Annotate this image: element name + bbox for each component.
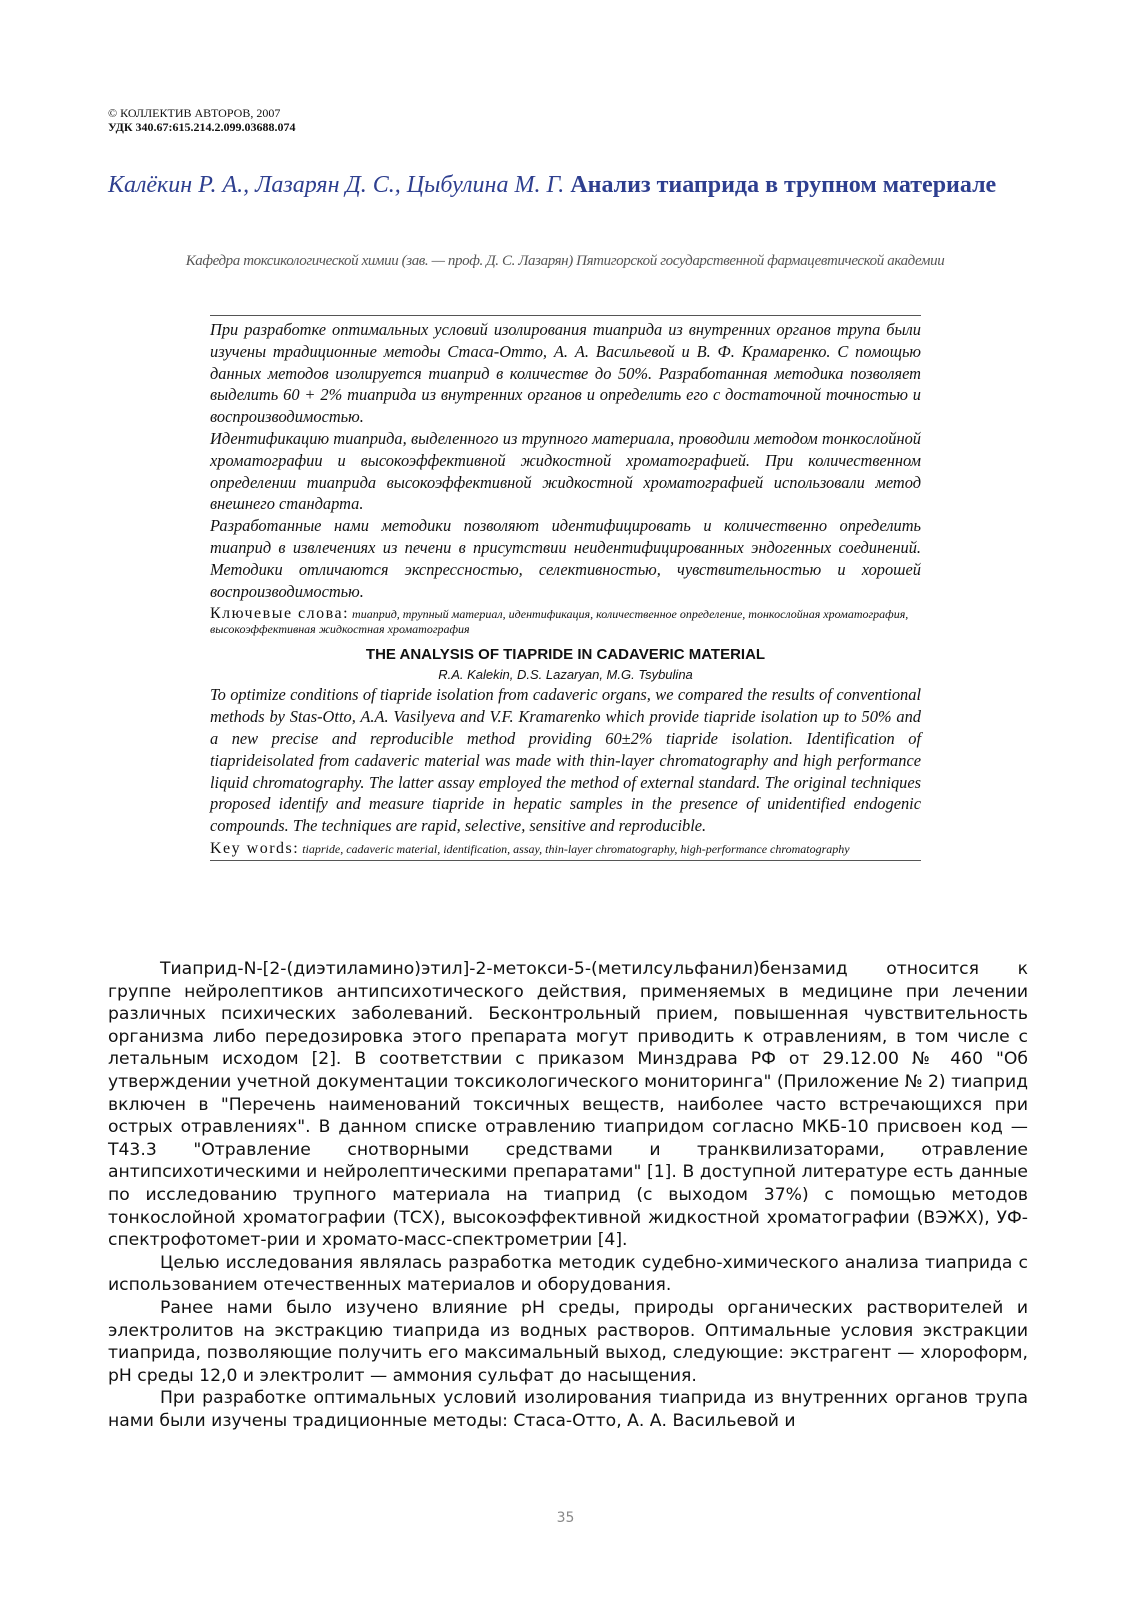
keywords-ru [210,606,921,637]
abstract-box [210,315,921,861]
copyright-block [108,106,296,134]
abstract-en-title: THE ANALYSIS OF TIAPRIDE IN CADAVERIC MATERIAL [365,646,766,664]
udk-code: УДК 340.67:615.214.2.099.03688.074 [108,120,296,134]
keywords-ru-text: тиаприд, трупный материал, идентификация, количественное определение, тонкослойная хроматография, высокоэффективная жидкостная хроматография [210,607,909,637]
body-paragraph: Целью исследования являлась разработка методик судебно-химического анализа тиаприда с использованием отечественных материалов и оборудования. [108,1252,1028,1296]
article-title [108,170,1008,201]
copyright-line: © КОЛЛЕКТИВ АВТОРОВ, 2007 [108,106,281,120]
article-body [108,958,1028,1432]
abstract-ru-paragraph: Разработанные нами методики позволяют идентифицировать и количественно определить тиаприд в извлечениях из печени в присутствии неидентифицированных эндогенных соединений. Методики отличаются экспрессностью, селективностью, чувствительностью и хорошей воспроизводимостью. [210,516,921,601]
title-authors: Калёкин Р. А., Лазарян Д. С., Цыбулина М. Г. [108,172,565,198]
keywords-en [210,841,921,857]
keywords-en-label: Key words: [210,839,300,857]
body-paragraph: При разработке оптимальных условий изолирования тиаприда из внутренних органов трупа нами были изучены традиционные методы: Стаса-Отто, А. А. Васильевой и [108,1388,1028,1431]
abstract-en-text: To optimize conditions of tiapride isolation from cadaveric organs, we compared the results of conventional methods by Stas-Otto, A.A. Vasilyeva and V.F. Kramarenko which provide tiapride isolation up to 50% and a new precise and reproducible method providing 60±2% tiapride isolation. Identification of tiaprideisolated from cadaveric material was made with thin-layer chromatography and high performance liquid chromatography. The latter assay employed the method of external standard. The original techniques proposed identify and measure tiapride in hepatic samples in the presence of unidentified endogenic compounds. The techniques are rapid, selective, sensitive and reproducible. [210,685,921,836]
affiliation: Кафедра токсикологической химии (зав. — проф. Д. С. Лазарян) Пятигорской государственной фармацевтической академии [185,253,945,269]
title-heading: Анализ тиаприда в трупном материале [570,172,997,198]
keywords-ru-label: Ключевые слова: [210,605,350,623]
abstract-ru-paragraph: Идентификацию тиаприда, выделенного из трупного материала, проводили методом тонкослойной хроматографии и высокоэффективной жидкостной хроматографией. При количественном определении тиаприда высокоэффективной жидкостной хроматографией использовали метод внешнего стандарта. [210,428,921,514]
page-number: 35 [556,1510,575,1526]
body-paragraph: Ранее нами было изучено влияние pH среды, природы органических растворителей и электролитов на экстракцию тиаприда из водных растворов. Оптимальные условия экстракции тиаприда, позволяющие получить его максимальный выход, следующие: экстрагент — хлороформ, pH среды 12,0 и электролит — аммония сульфат до насыщения. [108,1297,1028,1386]
abstract-en-authors: R.A. Kalekin, D.S. Lazaryan, M.G. Tsybulina [438,667,693,683]
keywords-en-text: tiapride, cadaveric material, identification, assay, thin-layer chromatography, high-performance chromatography [302,841,850,856]
body-paragraph: Тиаприд-N-[2-(диэтиламино)этил]-2-метокси-5-(метилсульфанил)бензамид относится к группе нейролептиков антипсихотического действия, применяемых в медицине при лечении различных психических заболеваний. Бесконтрольный прием, повышенная чувствительность организма либо передозировка этого препарата могут приводить к отравлениям, в том числе с летальным исходом [2]. В соответствии с приказом Минздрава РФ от 29.12.00 № 460 "Об утверждении учетной документации токсикологического мониторинга" (Приложение № 2) тиаприд включен в "Перечень наименований токсичных веществ, наиболее часто встречающихся при острых отравлениях". В данном списке отравлению тиапридом согласно МКБ-10 присвоен код — Т43.3 "Отравление снотворными средствами и транквилизаторами, отравление антипсихотическими и нейролептическими препаратами" [1]. В доступной литературе есть данные по исследованию трупного материала на тиаприд (с выходом 37%) с помощью методов тонкослойной хроматографии (ТСХ), высокоэффективной жидкостной хроматографии (ВЭЖХ), УФ-спектрофотомет-рии и хромато-масс-спектрометрии [4]. [108,959,1028,1251]
abstract-ru-paragraph: При разработке оптимальных условий изолирования тиаприда из внутренних органов трупа были изучены традиционные методы Стаса-Отто, А. А. Васильевой и В. Ф. Крамаренко. С помощью данных методов изолируется тиаприд в количестве до 50%. Разработанная методика позволяет выделить 60 + 2% тиаприда из внутренних органов и определить его с достаточной точностью и воспроизводимостью. [210,320,921,427]
